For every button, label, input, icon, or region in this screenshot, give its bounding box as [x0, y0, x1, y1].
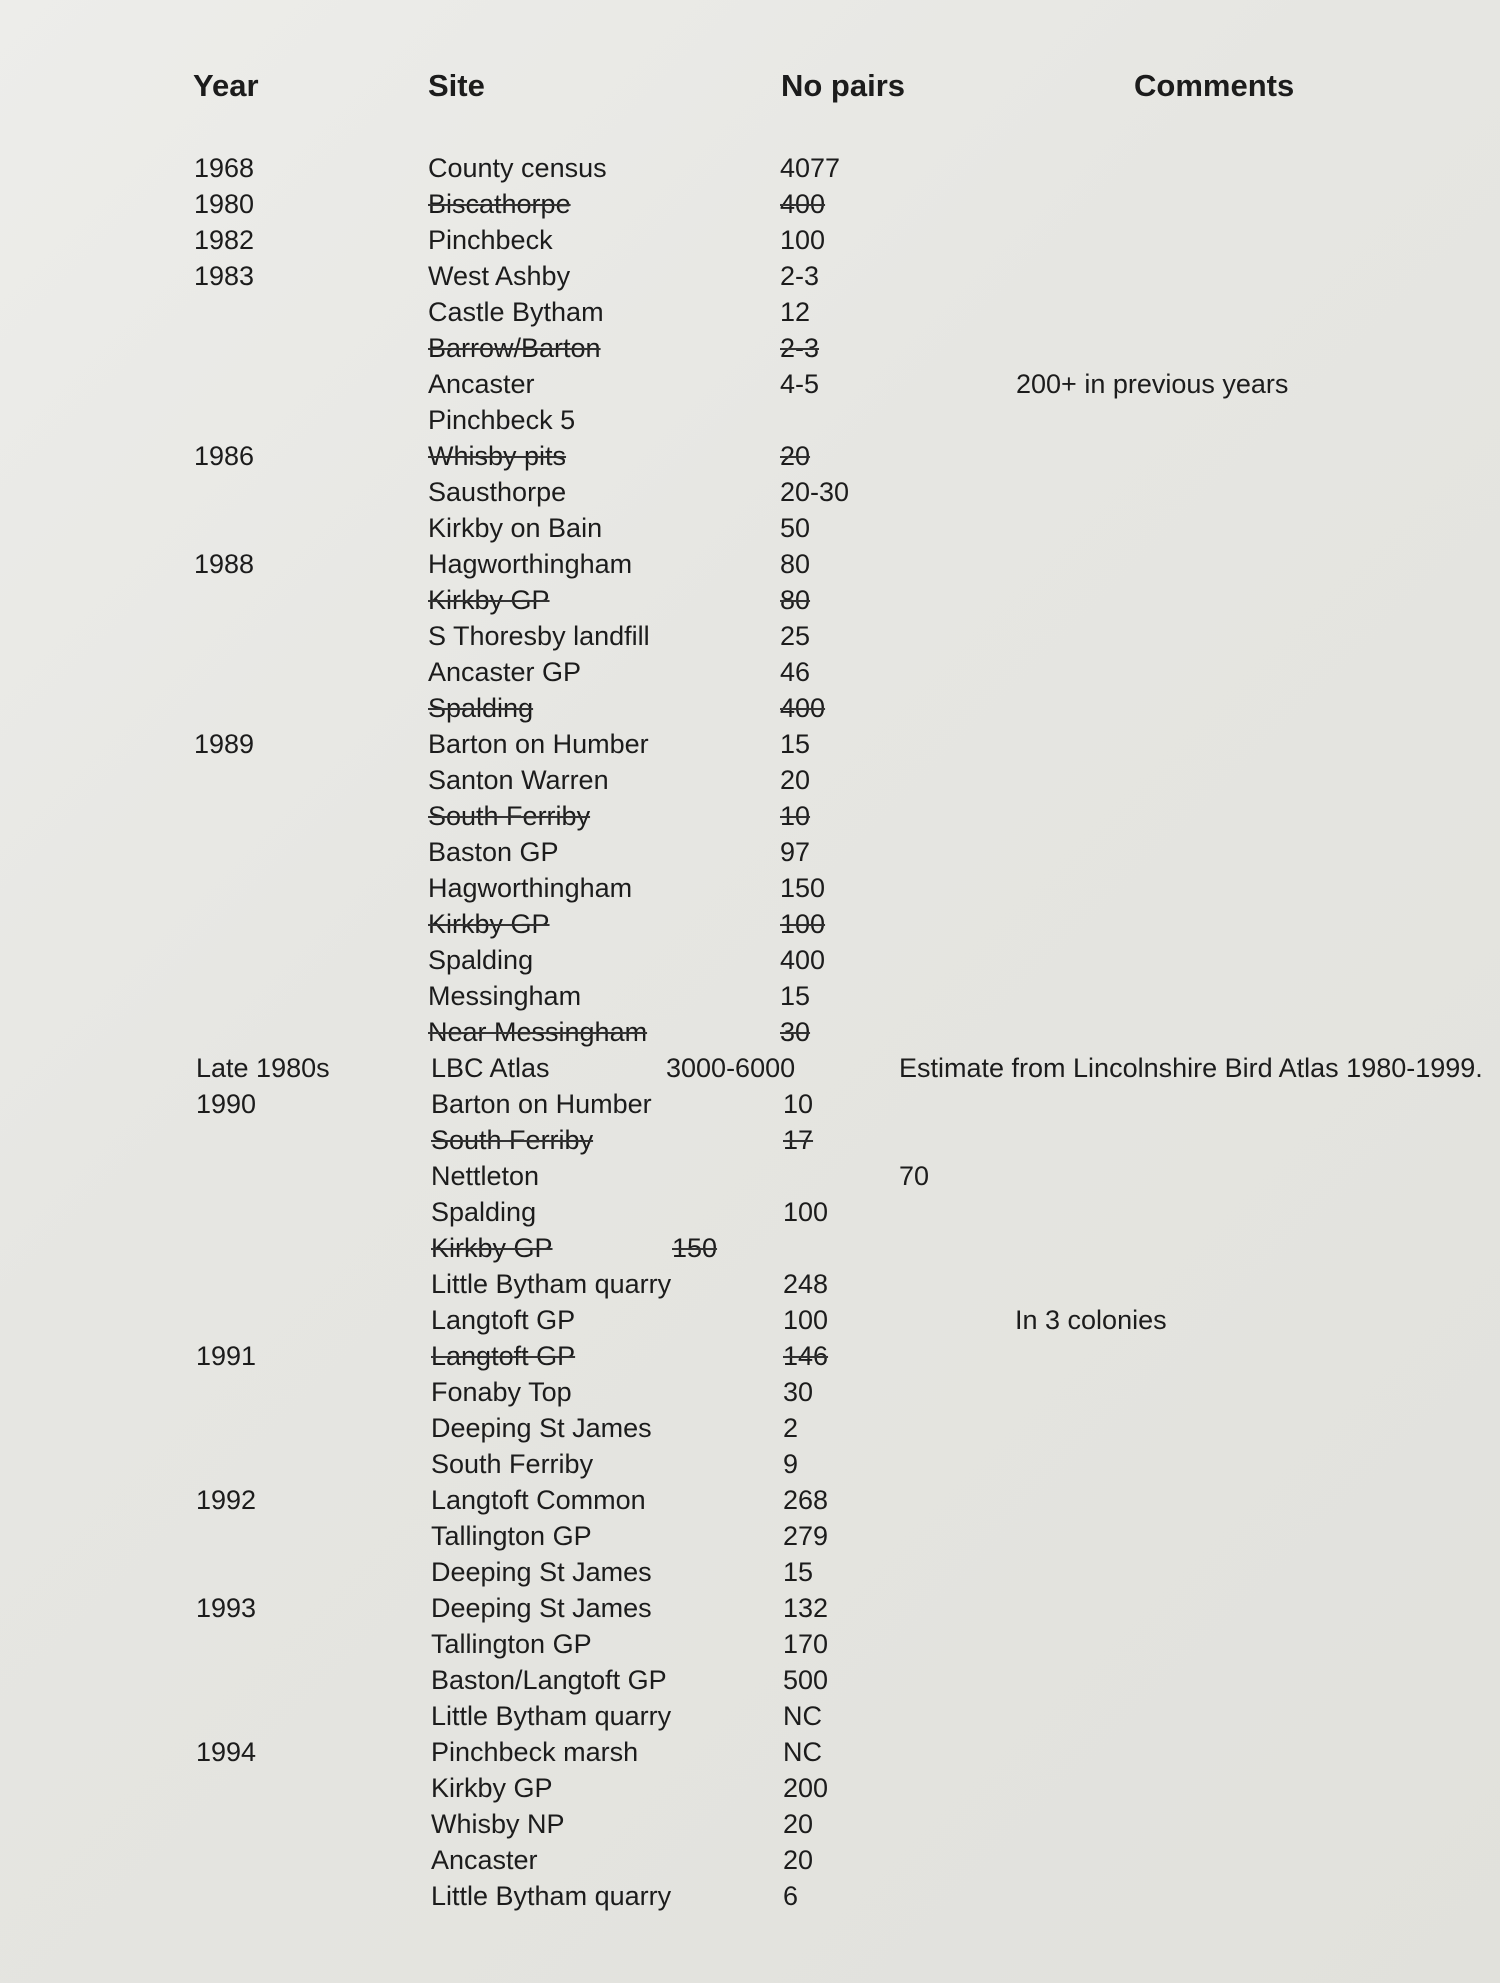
row-comment: 200+ in previous years — [1016, 369, 1289, 399]
row-no-pairs: 400 — [780, 693, 826, 723]
row-no-pairs: 15 — [783, 1557, 814, 1587]
row-no-pairs: 3000-6000 — [666, 1053, 796, 1083]
row-no-pairs: 146 — [783, 1341, 829, 1371]
row-no-pairs: 20 — [780, 441, 811, 471]
row-site: Langtoft Common — [431, 1485, 646, 1515]
row-no-pairs: 4-5 — [780, 369, 820, 399]
row-site: Little Bytham quarry — [431, 1269, 672, 1299]
row-no-pairs: 100 — [780, 225, 826, 255]
row-year: 1968 — [194, 153, 255, 183]
header-no-pairs: No pairs — [781, 68, 906, 103]
row-year: 1990 — [196, 1089, 257, 1119]
row-site: South Ferriby — [431, 1449, 594, 1479]
row-year: 1991 — [196, 1341, 257, 1371]
row-year: 1989 — [194, 729, 255, 759]
row-site: Barton on Humber — [431, 1089, 652, 1119]
row-no-pairs: 50 — [780, 513, 811, 543]
row-site: Tallington GP — [431, 1629, 592, 1659]
row-site: Ancaster — [428, 369, 535, 399]
row-no-pairs: 9 — [783, 1449, 799, 1479]
row-year: 1986 — [194, 441, 255, 471]
row-site: Deeping St James — [431, 1413, 652, 1443]
row-site: Kirkby GP — [431, 1773, 553, 1803]
row-site: Pinchbeck — [428, 225, 553, 255]
row-year: 1988 — [194, 549, 255, 579]
row-year: 1992 — [196, 1485, 257, 1515]
row-site: Baston/Langtoft GP — [431, 1665, 667, 1695]
row-no-pairs: 170 — [783, 1629, 829, 1659]
header-comments: Comments — [1134, 68, 1295, 103]
row-site: Messingham — [428, 981, 582, 1011]
row-no-pairs: 97 — [780, 837, 811, 867]
row-site: Deeping St James — [431, 1593, 652, 1623]
row-site: Ancaster — [431, 1845, 538, 1875]
row-site: Pinchbeck 5 — [428, 405, 576, 435]
row-no-pairs: 15 — [780, 981, 811, 1011]
row-year: 1993 — [196, 1593, 257, 1623]
row-site: Kirkby GP — [428, 585, 550, 615]
row-site: West Ashby — [428, 261, 571, 291]
row-no-pairs: 2-3 — [780, 333, 820, 363]
row-no-pairs: 12 — [780, 297, 811, 327]
header-year: Year — [193, 68, 259, 103]
row-site: Hagworthingham — [428, 549, 633, 579]
row-no-pairs: 2 — [783, 1413, 799, 1443]
row-no-pairs: 4077 — [780, 153, 841, 183]
row-site: Tallington GP — [431, 1521, 592, 1551]
row-no-pairs: 248 — [783, 1269, 829, 1299]
row-no-pairs: 132 — [783, 1593, 829, 1623]
row-site: Pinchbeck marsh — [431, 1737, 639, 1767]
row-site: Little Bytham quarry — [431, 1701, 672, 1731]
row-site: Nettleton — [431, 1161, 540, 1191]
row-site: Kirkby on Bain — [428, 513, 603, 543]
row-no-pairs: 200 — [783, 1773, 829, 1803]
row-no-pairs: 100 — [780, 909, 826, 939]
row-site: Kirkby GP — [431, 1233, 553, 1263]
row-site: S Thoresby landfill — [428, 621, 650, 651]
row-site: Whisby pits — [428, 441, 567, 471]
row-site: Sausthorpe — [428, 477, 567, 507]
row-no-pairs: 20-30 — [780, 477, 850, 507]
row-site: South Ferriby — [428, 801, 591, 831]
row-no-pairs: 80 — [780, 549, 811, 579]
row-no-pairs: 10 — [783, 1089, 814, 1119]
row-no-pairs: 100 — [783, 1305, 829, 1335]
row-site: Spalding — [431, 1197, 537, 1227]
row-site: Whisby NP — [431, 1809, 565, 1839]
row-site: LBC Atlas — [431, 1053, 550, 1083]
row-site: Castle Bytham — [428, 297, 604, 327]
row-no-pairs: 150 — [672, 1233, 718, 1263]
row-site: Little Bytham quarry — [431, 1881, 672, 1911]
row-year: Late 1980s — [196, 1053, 330, 1083]
row-site: Near Messingham — [428, 1017, 648, 1047]
row-no-pairs: 17 — [783, 1125, 814, 1155]
row-no-pairs: NC — [783, 1701, 822, 1731]
row-site: Langtoft GP — [431, 1341, 576, 1371]
row-no-pairs: 150 — [780, 873, 826, 903]
row-no-pairs: 15 — [780, 729, 811, 759]
row-year: 1980 — [194, 189, 255, 219]
row-no-pairs: NC — [783, 1737, 822, 1767]
row-site: Spalding — [428, 693, 534, 723]
row-site: Biscathorpe — [428, 189, 571, 219]
row-no-pairs: 80 — [780, 585, 811, 615]
row-year: 1983 — [194, 261, 255, 291]
row-year: 1994 — [196, 1737, 257, 1767]
row-no-pairs: 500 — [783, 1665, 829, 1695]
row-no-pairs: 46 — [780, 657, 811, 687]
row-site: South Ferriby — [431, 1125, 594, 1155]
row-site: Hagworthingham — [428, 873, 633, 903]
row-no-pairs: 70 — [899, 1161, 930, 1191]
row-no-pairs: 6 — [783, 1881, 799, 1911]
row-site: Santon Warren — [428, 765, 609, 795]
row-no-pairs: 20 — [783, 1845, 814, 1875]
row-site: Barton on Humber — [428, 729, 649, 759]
row-site: Spalding — [428, 945, 534, 975]
row-site: Barrow/Barton — [428, 333, 601, 363]
row-site: Baston GP — [428, 837, 559, 867]
row-no-pairs: 279 — [783, 1521, 829, 1551]
row-comment: Estimate from Lincolnshire Bird Atlas 1980-1999. — [899, 1053, 1483, 1083]
row-site: County census — [428, 153, 607, 183]
row-site: Ancaster GP — [428, 657, 582, 687]
row-comment: In 3 colonies — [1015, 1305, 1167, 1335]
row-no-pairs: 30 — [783, 1377, 814, 1407]
row-site: Kirkby GP — [428, 909, 550, 939]
row-no-pairs: 100 — [783, 1197, 829, 1227]
row-no-pairs: 20 — [783, 1809, 814, 1839]
row-site: Deeping St James — [431, 1557, 652, 1587]
row-year: 1982 — [194, 225, 255, 255]
row-site: Langtoft GP — [431, 1305, 576, 1335]
row-site: Fonaby Top — [431, 1377, 572, 1407]
row-no-pairs: 20 — [780, 765, 811, 795]
row-no-pairs: 25 — [780, 621, 811, 651]
row-no-pairs: 268 — [783, 1485, 829, 1515]
row-no-pairs: 30 — [780, 1017, 811, 1047]
header-site: Site — [428, 68, 485, 103]
row-no-pairs: 2-3 — [780, 261, 820, 291]
row-no-pairs: 10 — [780, 801, 811, 831]
row-no-pairs: 400 — [780, 189, 826, 219]
row-no-pairs: 400 — [780, 945, 826, 975]
